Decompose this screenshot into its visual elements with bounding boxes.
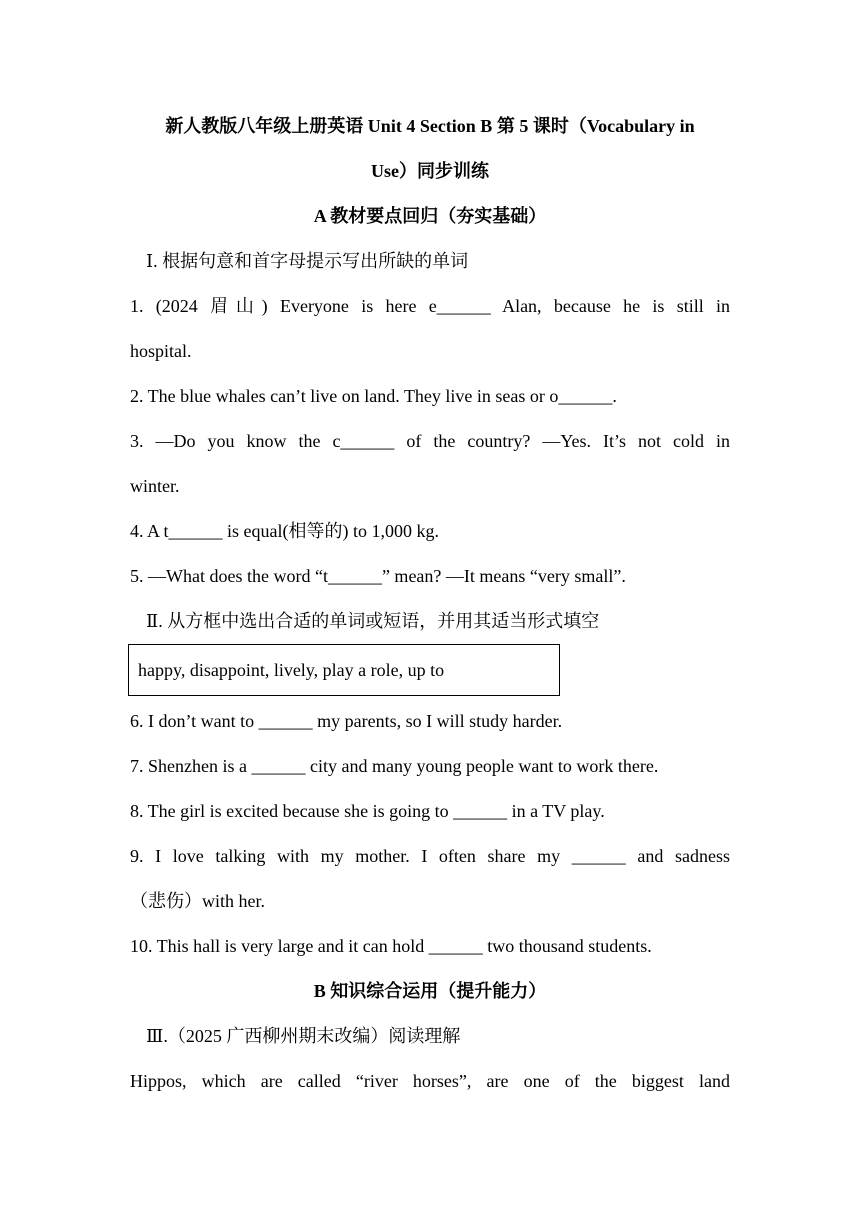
question-1-line-1: 1. (2024 眉山) Everyone is here e______ Alan, because he is still in bbox=[130, 296, 730, 316]
question-2: 2. The blue whales can’t live on land. They live in seas or o______. bbox=[130, 386, 617, 406]
question-6: 6. I don’t want to ______ my parents, so I will study harder. bbox=[130, 711, 563, 731]
question-10: 10. This hall is very large and it can hold ______ two thousand students. bbox=[130, 936, 652, 956]
part-1-instruction: Ⅰ. 根据句意和首字母提示写出所缺的单词 bbox=[146, 251, 469, 271]
question-5: 5. —What does the word “t______” mean? —It means “very small”. bbox=[130, 566, 626, 586]
question-3-line-1: 3. —Do you know the c______ of the country? —Yes. It’s not cold in bbox=[130, 431, 730, 451]
part-2-instruction: Ⅱ. 从方框中选出合适的单词或短语，并用其适当形式填空 bbox=[146, 611, 600, 631]
question-9-line-1: 9. I love talking with my mother. I often share my ______ and sadness bbox=[130, 846, 730, 866]
word-box-row bbox=[130, 644, 730, 699]
question-9-line-2: （悲伤）with her. bbox=[130, 891, 265, 911]
worksheet-page bbox=[130, 104, 730, 1104]
reading-passage-line-1: Hippos, which are called “river horses”, are one of the biggest land bbox=[130, 1071, 730, 1091]
page-title-line-2: Use）同步训练 bbox=[371, 161, 489, 181]
question-7: 7. Shenzhen is a ______ city and many young people want to work there. bbox=[130, 756, 659, 776]
part-3-instruction: Ⅲ.（2025 广西柳州期末改编）阅读理解 bbox=[146, 1026, 461, 1046]
question-3-line-2: winter. bbox=[130, 476, 180, 496]
section-b-heading: B 知识综合运用（提升能力） bbox=[313, 981, 547, 1001]
page-title-line-1: 新人教版八年级上册英语 Unit 4 Section B 第 5 课时（Vocabulary in bbox=[165, 116, 695, 136]
section-a-heading: A 教材要点回归（夯实基础） bbox=[313, 206, 547, 226]
question-4: 4. A t______ is equal(相等的) to 1,000 kg. bbox=[130, 521, 439, 541]
question-1-line-2: hospital. bbox=[130, 341, 192, 361]
question-8: 8. The girl is excited because she is going to ______ in a TV play. bbox=[130, 801, 605, 821]
word-box: happy, disappoint, lively, play a role, up to bbox=[128, 644, 560, 696]
